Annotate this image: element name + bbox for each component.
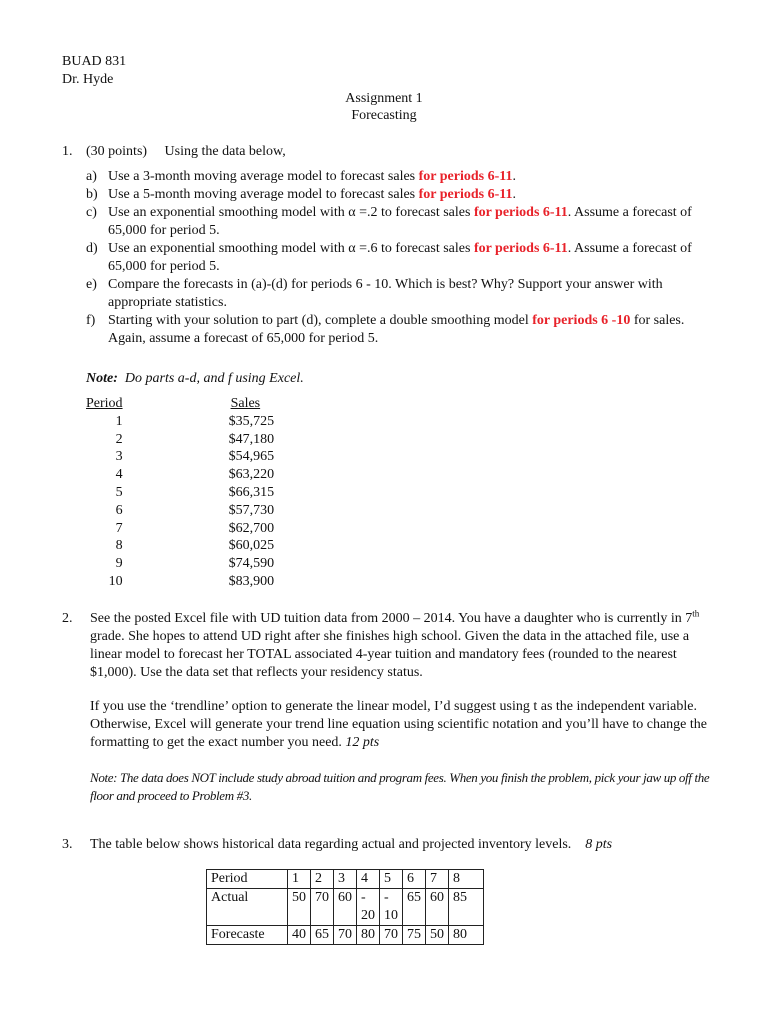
q1-part-tail: . <box>512 187 516 202</box>
actual-cell: 60 <box>334 889 357 926</box>
q3-points: 8 pts <box>585 837 613 852</box>
q1-part-text: Use a 5-month moving average model to forecast sales <box>108 187 419 202</box>
sales-cell: $63,220 <box>228 467 275 483</box>
q1-part-tail: for sales. Again, assume a forecast of 65,000 for period 5. <box>108 313 685 346</box>
q1-part-label: d) <box>86 241 98 256</box>
q2-paragraph-2 <box>90 698 720 752</box>
period-cell: 10 <box>108 573 123 589</box>
period-cell: 4 <box>357 870 380 889</box>
q1-part-tail: . Assume a forecast of 65,000 for period 5. <box>108 205 692 238</box>
q1-note <box>86 370 304 388</box>
actual-cell: - 20 <box>357 889 380 926</box>
q1-part-text: Use an exponential smoothing model with α =.6 to forecast sales <box>108 241 474 256</box>
q1-part <box>86 204 706 240</box>
q1-part-label: c) <box>86 205 97 220</box>
sales-cell: $47,180 <box>228 431 275 447</box>
period-cell: 8 <box>449 870 484 889</box>
table-row <box>76 431 309 449</box>
forecast-cell: 75 <box>403 926 426 945</box>
table-row <box>76 573 309 591</box>
q1-part-tail: . <box>512 169 516 184</box>
sales-cell: $35,725 <box>228 413 275 429</box>
sales-cell: $57,730 <box>228 502 275 518</box>
q1-part-label: b) <box>86 187 98 202</box>
q1-part-label: a) <box>86 169 97 184</box>
sales-table-header <box>76 395 309 413</box>
q2-paragraph-1 <box>90 610 720 682</box>
period-cell: 6 <box>403 870 426 889</box>
q1-part <box>86 276 706 312</box>
row-label: Actual <box>207 889 288 926</box>
q1-part-highlight: for periods 6-11 <box>418 169 513 184</box>
q1-part-highlight: for periods 6-11 <box>473 205 568 220</box>
table-row <box>76 502 309 520</box>
sales-cell: $74,590 <box>228 556 275 572</box>
period-cell: 1 <box>115 413 123 429</box>
q3-question: The table below shows historical data regarding actual and projected inventory levels. <box>90 837 572 852</box>
q1-note-label: Note: <box>86 371 118 386</box>
actual-cell: - 10 <box>380 889 403 926</box>
period-cell: 8 <box>115 538 123 554</box>
q1-part <box>86 186 706 204</box>
forecast-cell: 50 <box>426 926 449 945</box>
q1-part-text: Use an exponential smoothing model with α =.2 to forecast sales <box>108 205 474 220</box>
q1-part-highlight: for periods 6 -10 <box>532 313 631 328</box>
q1-parts-list <box>86 168 706 348</box>
table-row <box>207 889 484 926</box>
sales-table <box>76 395 309 591</box>
table-row <box>207 870 484 889</box>
actual-cell: 65 <box>403 889 426 926</box>
period-cell: 4 <box>115 467 123 483</box>
q3-text <box>90 836 612 854</box>
q2-text-a: See the posted Excel file with UD tuition data from 2000 – 2014. You have a daughter who is currently in 7 <box>90 611 693 626</box>
forecast-cell: 65 <box>311 926 334 945</box>
q1-part-highlight: for periods 6-11 <box>418 187 513 202</box>
sales-cell: $83,900 <box>228 573 275 589</box>
q2-points: 12 pts <box>345 735 380 750</box>
actual-cell: 60 <box>426 889 449 926</box>
forecast-cell: 70 <box>380 926 403 945</box>
q1-intro: (30 points) Using the data below, <box>86 144 286 159</box>
q2-text-b: grade. She hopes to attend UD right after she finishes high school. Given the data in the attached file, use a linear model to forecast her TOTAL associated 4-year tuition and mandatory fees (rounded to the nearest $1,000). Use the data set that reflects your residency status. <box>90 629 690 680</box>
q1-part-text: Starting with your solution to part (d), complete a double smoothing model <box>108 313 533 328</box>
q1-part-label: f) <box>86 313 96 328</box>
q1-part-highlight: for periods 6-11 <box>473 241 568 256</box>
q2-trendline-text: If you use the ‘trendline’ option to generate the linear model, I’d suggest using t as the independent variable. Otherwise, Excel will generate your trend line equation using scientific notation and you’ll have to change the formatting to get the exact number you need. <box>90 699 707 750</box>
period-cell: 7 <box>426 870 449 889</box>
q1-part-tail: . Assume a forecast of 65,000 for period 5. <box>108 241 692 274</box>
forecast-cell: 70 <box>334 926 357 945</box>
instructor-name: Dr. Hyde <box>62 72 114 87</box>
table-row <box>207 926 484 945</box>
q1-part-label: e) <box>86 277 97 292</box>
q1-part-text: Use a 3-month moving average model to forecast sales <box>108 169 419 184</box>
table-row <box>76 484 309 502</box>
actual-cell: 70 <box>311 889 334 926</box>
q2-number: 2. <box>62 611 73 626</box>
assignment-title: Assignment 1 <box>345 91 423 106</box>
q1-part <box>86 168 706 186</box>
period-cell: 3 <box>115 449 123 465</box>
actual-cell: 85 <box>449 889 484 926</box>
forecast-cell: 80 <box>357 926 380 945</box>
table-row <box>76 448 309 466</box>
table-row <box>76 466 309 484</box>
period-cell: 7 <box>115 520 123 536</box>
q1-part-text: Compare the forecasts in (a)-(d) for periods 6 - 10. Which is best? Why? Support your answer with appropriate statistics. <box>108 277 663 310</box>
sales-cell: $60,025 <box>228 538 275 554</box>
table-row <box>76 537 309 555</box>
period-header: Period <box>86 396 123 411</box>
q3-number: 3. <box>62 837 73 852</box>
inventory-table <box>206 869 484 945</box>
q1-note-text: Do parts a-d, and f using Excel. <box>117 371 304 386</box>
period-cell: 1 <box>288 870 311 889</box>
q2-superscript: th <box>692 608 700 619</box>
table-row <box>76 520 309 538</box>
period-cell: 6 <box>115 502 123 518</box>
sales-cell: $62,700 <box>228 520 275 536</box>
row-label: Period <box>207 870 288 889</box>
q2-note: Note: The data does NOT include study abroad tuition and program fees. When you finish the problem, pick your jaw up off the floor and proceed to Problem #3. <box>90 770 710 803</box>
sales-cell: $66,315 <box>228 484 275 500</box>
q1-part <box>86 240 706 276</box>
forecast-cell: 80 <box>449 926 484 945</box>
actual-cell: 50 <box>288 889 311 926</box>
period-cell: 2 <box>311 870 334 889</box>
period-cell: 2 <box>115 431 123 447</box>
q1-number: 1. <box>62 144 73 159</box>
period-cell: 9 <box>115 556 123 572</box>
assignment-subtitle: Forecasting <box>351 108 417 123</box>
course-code: BUAD 831 <box>62 54 127 69</box>
q1-part <box>86 312 706 348</box>
period-cell: 5 <box>380 870 403 889</box>
sales-cell: $54,965 <box>228 449 275 465</box>
table-row <box>76 555 309 573</box>
row-label: Forecaste <box>207 926 288 945</box>
forecast-cell: 40 <box>288 926 311 945</box>
period-cell: 3 <box>334 870 357 889</box>
period-cell: 5 <box>115 484 123 500</box>
sales-header: Sales <box>230 396 261 411</box>
table-row <box>76 413 309 431</box>
